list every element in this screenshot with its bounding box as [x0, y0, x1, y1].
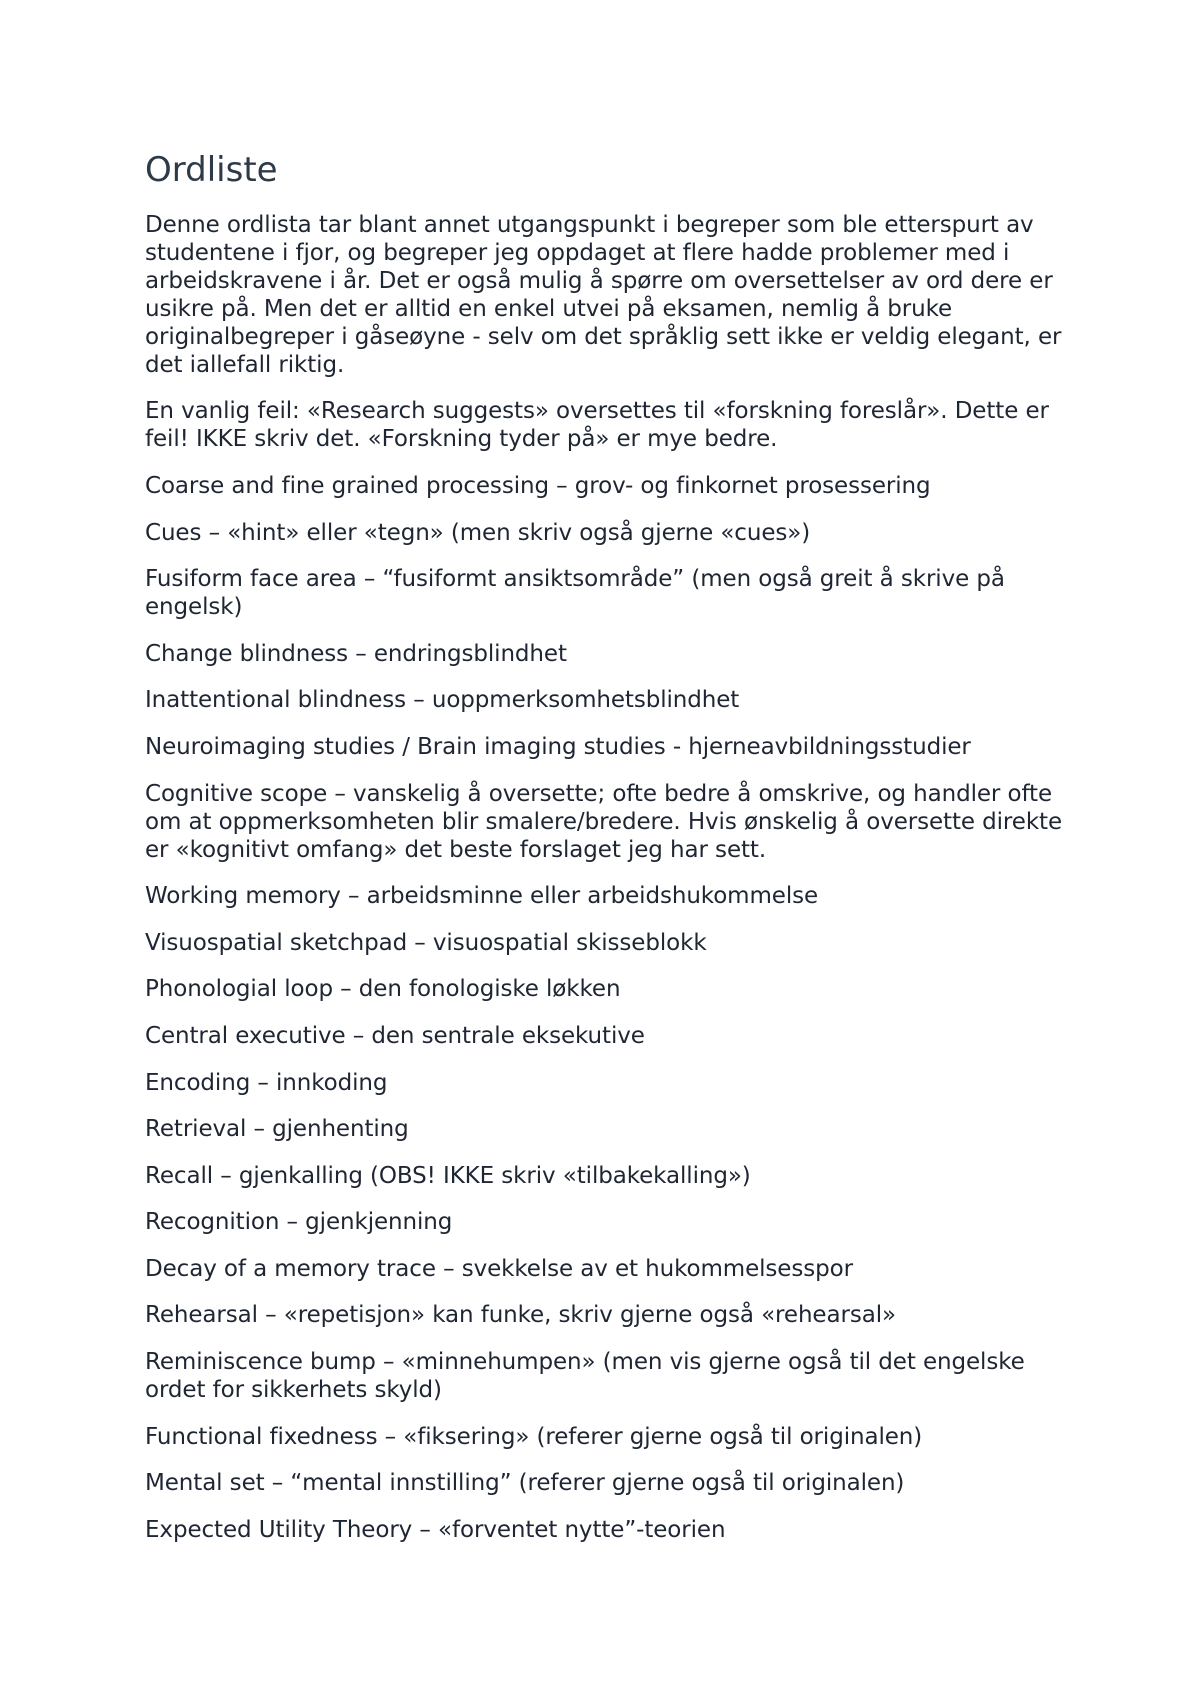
glossary-entry: Retrieval – gjenhenting	[145, 1116, 409, 1143]
glossary-entry: Phonologial loop – den fonologiske løkken	[145, 976, 621, 1003]
glossary-entry: Neuroimaging studies / Brain imaging studies - hjerneavbildningsstudier	[145, 733, 971, 760]
glossary-entry: Central executive – den sentrale eksekutive	[145, 1022, 645, 1049]
glossary-entry: Expected Utility Theory – «forventet nytte”-teorien	[145, 1516, 726, 1543]
page-title: Ordliste	[145, 150, 278, 190]
glossary-entry: Cognitive scope – vanskelig å oversette; ofte bedre å omskrive, og handler ofte om at oppmerksomheten blir smalere/bredere. Hvis ønskelig å oversette direkte er «kognitivt omfang» det beste forslaget jeg har sett.	[145, 780, 1063, 863]
common-mistake-paragraph: En vanlig feil: «Research suggests» oversettes til «forskning foreslår». Dette er feil! IKKE skriv det. «Forskning tyder på» er mye bedre.	[145, 398, 1049, 453]
glossary-entry: Encoding – innkoding	[145, 1069, 388, 1096]
glossary-entry: Change blindness – endringsblindhet	[145, 640, 567, 667]
glossary-entry: Rehearsal – «repetisjon» kan funke, skriv gjerne også «rehearsal»	[145, 1302, 896, 1329]
document-page	[145, 150, 1075, 1562]
glossary-entry: Decay of a memory trace – svekkelse av et hukommelsesspor	[145, 1255, 853, 1282]
glossary-entry: Cues – «hint» eller «tegn» (men skriv også gjerne «cues»)	[145, 519, 811, 546]
glossary-entry: Functional fixedness – «fiksering» (referer gjerne også til originalen)	[145, 1423, 923, 1450]
glossary-entry: Recognition – gjenkjenning	[145, 1209, 453, 1236]
glossary-entry: Mental set – “mental innstilling” (referer gjerne også til originalen)	[145, 1470, 905, 1497]
glossary-entry: Inattentional blindness – uoppmerksomhetsblindhet	[145, 687, 740, 714]
intro-paragraph: Denne ordlista tar blant annet utgangspunkt i begreper som ble etterspurt av studentene i fjor, og begreper jeg oppdaget at flere hadde problemer med i arbeidskravene i år. Det er også mulig å spørre om oversettelser av ord dere er usikre på. Men det er alltid en enkel utvei på eksamen, nemlig å bruke originalbegreper i gåseøyne - selv om det språklig sett ikke er veldig elegant, er det iallefall riktig.	[145, 211, 1062, 378]
glossary-entry: Working memory – arbeidsminne eller arbeidshukommelse	[145, 883, 819, 910]
glossary-entry: Coarse and fine grained processing – grov- og finkornet prosessering	[145, 472, 931, 499]
glossary-entry: Visuospatial sketchpad – visuospatial skisseblokk	[145, 929, 707, 956]
glossary-entry: Recall – gjenkalling (OBS! IKKE skriv «tilbakekalling»)	[145, 1162, 751, 1189]
glossary-entry: Fusiform face area – “fusiformt ansiktsområde” (men også greit å skrive på engelsk)	[145, 566, 1005, 621]
glossary-entry: Reminiscence bump – «minnehumpen» (men vis gjerne også til det engelske ordet for sikkerhets skyld)	[145, 1349, 1025, 1404]
